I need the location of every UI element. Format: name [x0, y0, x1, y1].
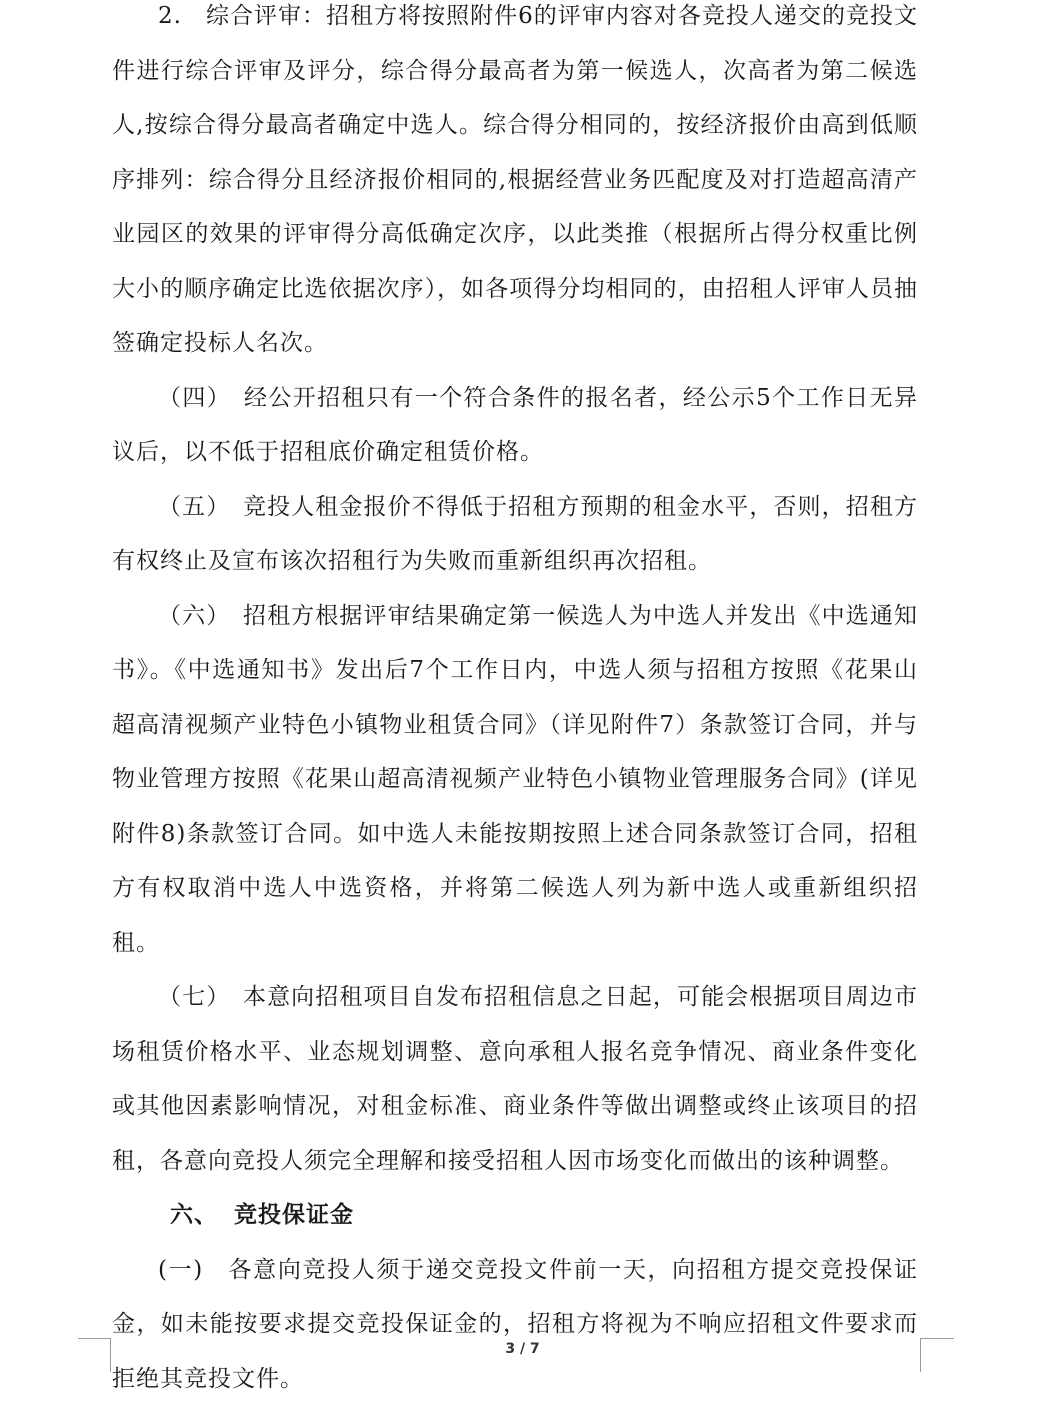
paragraph-deposit-1: (一) 各意向竞投人须于递交竞投文件前一天，向招租方提交竞投保证金，如未能按要求提交竞投保证金的，招租方将视为不响应招租文件要求而拒绝其竞投文件。 [112, 1243, 918, 1406]
paragraph-comprehensive-review: 2. 综合评审：招租方将按照附件6的评审内容对各竞投人递交的竞投文件进行综合评审及评分，综合得分最高者为第一候选人，次高者为第二候选人,按综合得分最高者确定中选人。综合得分相同的，按经济报价由高到低顺序排列：综合得分且经济报价相同的,根据经营业务匹配度及对打造超高清产业园区的效果的评审得分高低确定次序，以此类推（根据所占得分权重比例大小的顺序确定比选依据次序），如各项得分均相同的，由招租人评审人员抽签确定投标人名次。 [112, 0, 918, 371]
section-title: 竞投保证金 [234, 1202, 354, 1228]
page-corner-mark-right [920, 1338, 954, 1339]
paragraph-item-5: （五） 竞投人租金报价不得低于招租方预期的租金水平，否则，招租方有权终止及宣布该次招租行为失败而重新组织再次招租。 [112, 480, 918, 589]
page-number: 3 / 7 [0, 1341, 1045, 1357]
section-heading [112, 1188, 918, 1243]
section-number: 六、 [170, 1188, 234, 1243]
document-body [112, 0, 918, 1406]
paragraph-item-4: （四） 经公开招租只有一个符合条件的报名者，经公示5个工作日无异议后，以不低于招租底价确定租赁价格。 [112, 371, 918, 480]
paragraph-item-6: （六） 招租方根据评审结果确定第一候选人为中选人并发出《中选通知书》。《中选通知书》发出后7个工作日内，中选人须与招租方按照《花果山超高清视频产业特色小镇物业租赁合同》（详见附件7）条款签订合同，并与物业管理方按照《花果山超高清视频产业特色小镇物业管理服务合同》(详见附件8)条款签订合同。如中选人未能按期按照上述合同条款签订合同，招租方有权取消中选人中选资格，并将第二候选人列为新中选人或重新组织招租。 [112, 589, 918, 971]
paragraph-item-7: （七） 本意向招租项目自发布招租信息之日起，可能会根据项目周边市场租赁价格水平、业态规划调整、意向承租人报名竞争情况、商业条件变化或其他因素影响情况，对租金标准、商业条件等做出调整或终止该项目的招租，各意向竞投人须完全理解和接受招租人因市场变化而做出的该种调整。 [112, 970, 918, 1188]
page-corner-mark-left [78, 1338, 111, 1339]
